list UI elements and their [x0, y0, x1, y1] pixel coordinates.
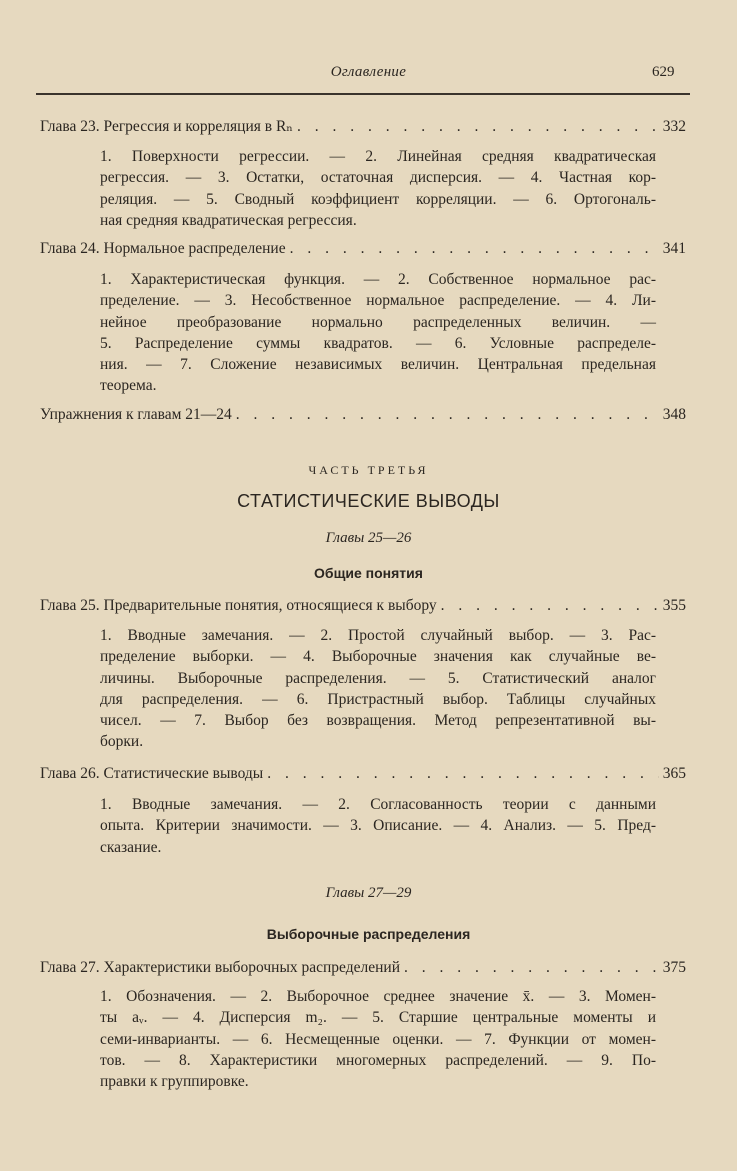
- page-number: 629: [652, 64, 675, 80]
- toc-entry-page: 375: [662, 959, 686, 976]
- toc-entry-chapter-24[interactable]: [40, 238, 686, 260]
- dot-leader: [267, 763, 659, 785]
- toc-entry-title: Глава 24. Нормальное распределение: [40, 240, 286, 257]
- toc-entry-page: 348: [662, 406, 686, 423]
- part-title: СТАТИСТИЧЕСКИЕ ВЫВОДЫ: [237, 491, 500, 511]
- contents-line: регрессия. — 3. Остатки, остаточная дисперсия. — 4. Частная кор-: [100, 169, 656, 187]
- contents-line: нейное преобразование нормально распределенных величин. —: [100, 313, 656, 331]
- dot-leader: [441, 595, 659, 617]
- chapter-range: Главы 27—29: [325, 885, 412, 901]
- contents-line: пределение выборки. — 4. Выборочные значения как случайные ве-: [100, 648, 656, 666]
- chapter-25-contents: [100, 625, 656, 753]
- header-rule: [36, 93, 690, 95]
- contents-line: 1. Поверхности регрессии. — 2. Линейная средняя квадратическая: [100, 148, 656, 165]
- contents-line: 5. Распределение суммы квадратов. — 6. Условные распределе-: [100, 334, 656, 352]
- contents-line: теорема.: [100, 377, 157, 395]
- contents-line: ния. — 7. Сложение независимых величин. Центральная предельная: [100, 356, 656, 374]
- contents-line: ты aᵥ. — 4. Дисперсия m₂. — 5. Старшие центральные моменты и: [100, 1009, 656, 1027]
- toc-entry-title: Глава 23. Регрессия и корреляция в Rₙ: [40, 118, 293, 135]
- chapter-24-contents: [100, 269, 656, 397]
- contents-line: борки.: [100, 733, 144, 751]
- contents-line: 1. Обозначения. — 2. Выборочное среднее значение x̄. — 3. Момен-: [100, 988, 656, 1005]
- contents-line: опыта. Критерии значимости. — 3. Описание. — 4. Анализ. — 5. Пред-: [100, 817, 656, 835]
- section-title: Общие понятия: [314, 565, 423, 581]
- toc-entry-page: 355: [662, 597, 686, 614]
- dot-leader: [290, 238, 659, 260]
- contents-line: 1. Вводные замечания. — 2. Простой случайный выбор. — 3. Рас-: [100, 627, 656, 644]
- toc-entry-chapter-25[interactable]: [40, 595, 686, 617]
- toc-entry-title: Глава 27. Характеристики выборочных распределений: [40, 959, 400, 976]
- contents-line: ная средняя квадратическая регрессия.: [100, 211, 357, 229]
- contents-line: 1. Вводные замечания. — 2. Согласованность теории с данными: [100, 796, 656, 813]
- dot-leader: [297, 116, 659, 138]
- contents-line: правки к группировке.: [100, 1073, 249, 1091]
- chapter-26-contents: [100, 794, 656, 858]
- chapter-27-contents: [100, 986, 656, 1092]
- toc-entry-chapter-27[interactable]: [40, 957, 686, 979]
- toc-entry-chapter-23[interactable]: [40, 116, 686, 138]
- contents-line: пределение. — 3. Несобственное нормальное распределение. — 4. Ли-: [100, 292, 656, 310]
- contents-line: чисел. — 7. Выбор без возвращения. Метод репрезентативной вы-: [100, 712, 656, 730]
- chapter-23-contents: [100, 146, 656, 231]
- toc-entry-title: Глава 26. Статистические выводы: [40, 765, 264, 782]
- contents-line: сказание.: [100, 838, 162, 856]
- toc-entry-chapter-26[interactable]: [40, 763, 686, 785]
- toc-entry-page: 332: [662, 118, 686, 135]
- dot-leader: [404, 957, 659, 979]
- toc-entry-title: Упражнения к главам 21—24: [40, 406, 232, 423]
- part-label: ЧАСТЬ ТРЕТЬЯ: [308, 463, 429, 477]
- running-header-title: Оглавление: [330, 64, 407, 80]
- contents-line: тов. — 8. Характеристики многомерных распределений. — 9. По-: [100, 1051, 656, 1069]
- contents-line: реляция. — 5. Сводный коэффициент корреляции. — 6. Ортогональ-: [100, 190, 656, 208]
- contents-line: личины. Выборочные распределения. — 5. Статистический аналог: [100, 669, 656, 687]
- dot-leader: [236, 404, 659, 426]
- toc-entry-page: 365: [662, 765, 686, 782]
- toc-entry-exercises[interactable]: [40, 404, 686, 426]
- toc-entry-page: 341: [662, 240, 686, 257]
- contents-line: 1. Характеристическая функция. — 2. Собственное нормальное рас-: [100, 271, 656, 288]
- contents-line: семи-инварианты. — 6. Несмещенные оценки. — 7. Функции от момен-: [100, 1030, 656, 1048]
- contents-line: для распределения. — 6. Пристрастный выбор. Таблицы случайных: [100, 690, 656, 708]
- toc-entry-title: Глава 25. Предварительные понятия, относящиеся к выбору: [40, 597, 437, 614]
- chapter-range: Главы 25—26: [325, 530, 412, 546]
- section-title: Выборочные распределения: [266, 926, 471, 942]
